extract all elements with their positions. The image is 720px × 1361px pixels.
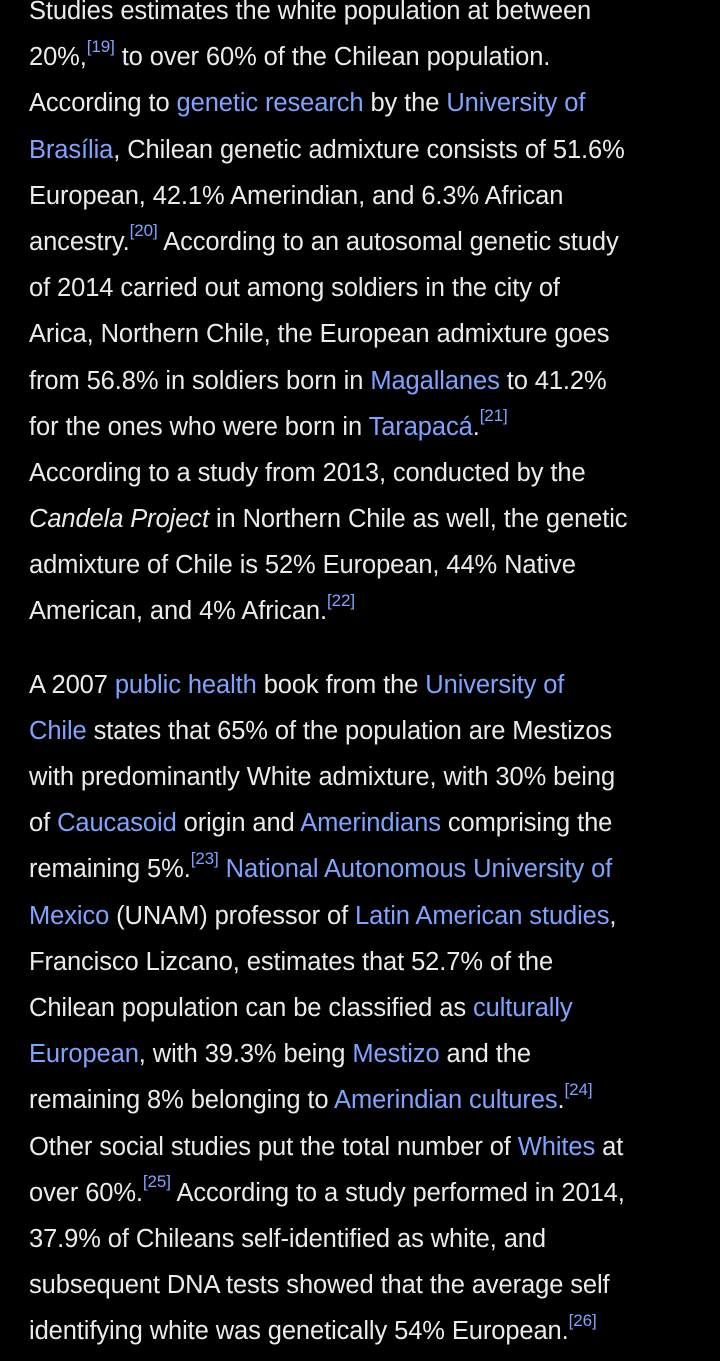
text: ,	[609, 901, 617, 930]
text: .	[472, 412, 480, 441]
link-university-of-chile-cont[interactable]: Chile	[29, 716, 87, 745]
citation-23[interactable]	[191, 849, 219, 868]
text: European, 42.1% Amerindian, and 6.3% African	[29, 181, 564, 210]
citation-19[interactable]	[87, 37, 115, 56]
link-university-of-chile[interactable]: University of	[425, 670, 565, 699]
text-line	[29, 1262, 699, 1308]
text: 20%,	[29, 43, 87, 72]
link-culturally-european-cont[interactable]: European	[29, 1040, 139, 1069]
text: with predominantly White admixture, with 30% being	[29, 763, 616, 791]
text-line	[29, 708, 699, 754]
text: admixture of Chile is 52% European, 44% Native	[29, 551, 576, 580]
text-line	[29, 1031, 699, 1077]
paragraph-genetic-admixture	[29, 0, 699, 635]
link-latin-american-studies[interactable]: Latin American studies	[355, 901, 610, 930]
paragraph-population-studies	[29, 662, 699, 1355]
text: .	[557, 1086, 565, 1115]
text: of 2014 carried out among soldiers in the city of	[29, 274, 560, 303]
text-line	[29, 1124, 699, 1170]
text: American, and 4% African.	[29, 597, 327, 626]
text: Arica, Northern Chile, the European admixture goes	[29, 320, 610, 349]
link-university-of-brasilia-cont[interactable]: Brasília	[29, 135, 114, 164]
article-content	[29, 0, 699, 1354]
text-line	[29, 1170, 699, 1216]
text: , with 39.3% being	[138, 1040, 353, 1069]
link-public-health[interactable]: public health	[114, 670, 257, 699]
citation-link[interactable]: [26]	[568, 1310, 597, 1330]
text: 37.9% of Chileans self-identified as white, and	[29, 1224, 546, 1253]
text-line	[29, 588, 699, 634]
text-line	[29, 265, 699, 311]
text-line	[29, 893, 699, 939]
text: book from the	[256, 670, 426, 699]
text-line	[29, 1077, 699, 1123]
text: for the ones who were born in	[29, 412, 369, 441]
text: According to a study from 2013, conducted by the	[29, 458, 586, 487]
text: According to an autosomal genetic study	[157, 227, 619, 256]
link-amerindians[interactable]: Amerindians	[300, 809, 441, 838]
text-line	[29, 0, 699, 34]
text-line	[29, 1216, 699, 1262]
text: Chilean population can be classified as	[29, 993, 473, 1022]
citation-link[interactable]: [25]	[142, 1172, 171, 1192]
text: (UNAM) professor of	[109, 901, 356, 930]
text-line	[29, 404, 699, 450]
text: A 2007	[29, 670, 115, 699]
text-line	[29, 985, 699, 1031]
text: remaining 5%.	[29, 855, 191, 884]
link-culturally-european[interactable]: culturally	[472, 993, 573, 1022]
link-amerindian-cultures[interactable]: Amerindian cultures	[334, 1086, 558, 1115]
text-line	[29, 450, 699, 496]
text: , Chilean genetic admixture consists of 51.6%	[113, 135, 625, 164]
citation-24[interactable]	[565, 1080, 593, 1099]
text-line	[29, 496, 699, 542]
citation-link[interactable]: [22]	[326, 590, 355, 610]
text-line	[29, 34, 699, 80]
text: comprising the	[440, 809, 613, 838]
text-line	[29, 219, 699, 265]
citation-link[interactable]: [24]	[564, 1079, 593, 1099]
text-line	[29, 800, 699, 846]
text: According to	[29, 89, 177, 118]
text: origin and	[176, 809, 301, 838]
text-line	[29, 542, 699, 588]
citation-26[interactable]	[569, 1311, 597, 1330]
text-line	[29, 127, 699, 173]
text: remaining 8% belonging to	[29, 1086, 335, 1115]
link-tarapaca[interactable]: Tarapacá	[368, 412, 473, 441]
text-line	[29, 311, 699, 357]
text-line	[29, 1308, 699, 1354]
text-line	[29, 358, 699, 404]
text: in Northern Chile as well, the genetic	[208, 505, 628, 534]
text: of	[29, 809, 58, 838]
citation-25[interactable]	[143, 1172, 171, 1191]
citation-20[interactable]	[130, 221, 158, 240]
citation-link[interactable]: [20]	[129, 221, 158, 241]
text: identifying white was genetically 54% European.	[29, 1317, 569, 1346]
text: and the	[439, 1040, 531, 1069]
link-university-of-brasilia[interactable]: University of	[446, 89, 586, 118]
text-line	[29, 80, 699, 126]
citation-link[interactable]: [21]	[479, 406, 508, 426]
candela-project-title: Candela Project	[29, 505, 209, 534]
link-whites[interactable]: Whites	[517, 1132, 596, 1161]
text: According to a study performed in 2014,	[170, 1178, 625, 1207]
citation-22[interactable]	[327, 591, 355, 610]
link-unam[interactable]: National Autonomous University of	[225, 855, 613, 884]
text: at	[595, 1132, 624, 1161]
link-unam-cont[interactable]: Mexico	[29, 901, 110, 930]
link-caucasoid[interactable]: Caucasoid	[57, 809, 177, 838]
text	[219, 855, 226, 883]
text: Studies estimates the white population at between	[29, 0, 592, 25]
text: Other social studies put the total number of	[29, 1132, 518, 1161]
citation-21[interactable]	[480, 406, 508, 425]
text: Francisco Lizcano, estimates that 52.7% of the	[29, 947, 554, 976]
link-magallanes[interactable]: Magallanes	[370, 366, 500, 395]
text: to 41.2%	[499, 366, 607, 395]
text: by the	[363, 89, 447, 118]
text: subsequent DNA tests showed that the average self	[29, 1271, 610, 1300]
text-line	[29, 846, 699, 892]
link-genetic-research[interactable]: genetic research	[176, 89, 364, 118]
text: states that 65% of the population are Mestizos	[86, 716, 613, 745]
citation-link[interactable]: [23]	[190, 848, 219, 868]
text-line	[29, 754, 699, 800]
text-line	[29, 939, 699, 985]
text: ancestry.	[29, 227, 130, 256]
text-line	[29, 662, 699, 708]
citation-link[interactable]: [19]	[86, 36, 115, 56]
text: from 56.8% in soldiers born in	[29, 366, 371, 395]
text: over 60%.	[29, 1178, 143, 1207]
text-line	[29, 173, 699, 219]
link-mestizo[interactable]: Mestizo	[352, 1040, 440, 1069]
text: to over 60% of the Chilean population.	[114, 43, 551, 72]
